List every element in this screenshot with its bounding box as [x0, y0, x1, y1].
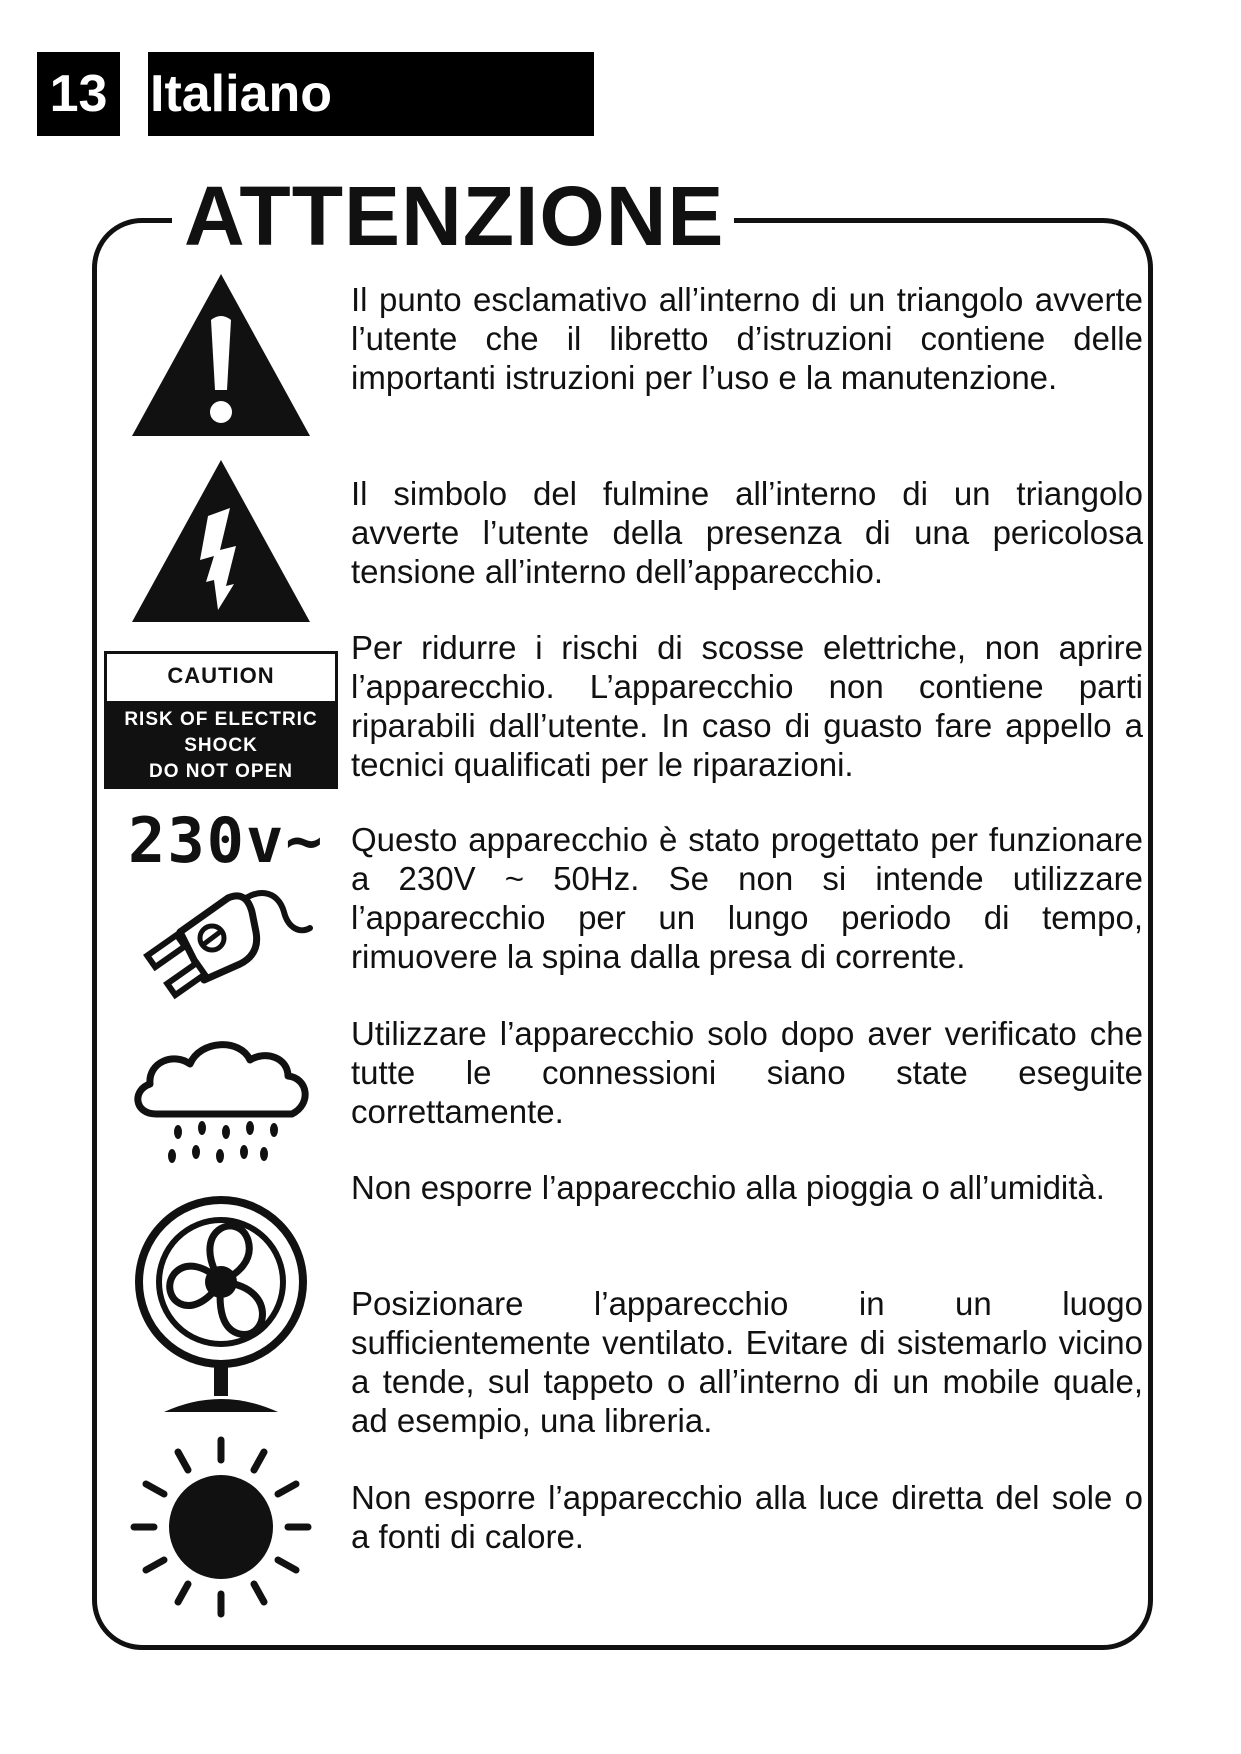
sun-icon [128, 1434, 314, 1620]
paragraph-connections: Utilizzare l’apparecchio solo dopo aver verificato che tutte le connessioni siano state eseguite correttamente. [351, 1015, 1143, 1130]
caution-line-1: RISK OF ELECTRIC [124, 709, 318, 730]
lightning-triangle-icon [130, 458, 312, 624]
page-title: ATTENZIONE [172, 170, 734, 262]
paragraph-ventilation: Posizionare l’apparecchio in un luogo sufficientemente ventilato. Evitare di sistemarlo vicino a tende, sul tappeto o all’interno di un mobile quale, ad esempio, una libreria. [351, 1285, 1143, 1439]
fan-icon [128, 1190, 314, 1420]
plug-icon [128, 872, 314, 1004]
paragraph-caution: Per ridurre i rischi di scosse elettriche, non aprire l’apparecchio. L’apparecchio non contiene parti riparabili dall’utente. In caso di guasto fare appello a tecnici qualificati per le riparazioni. [351, 629, 1143, 783]
caution-line-3: DO NOT OPEN [148, 761, 293, 782]
caution-label [104, 651, 338, 789]
voltage-label: 230v~ [128, 804, 325, 877]
paragraph-exclamation: Il punto esclamativo all’interno di un triangolo avverte l’utente che il libretto d’istruzioni contiene delle importanti istruzioni per l’uso e la manutenzione. [351, 281, 1143, 396]
caution-label-warning [107, 701, 335, 786]
language-label: Italiano [150, 65, 333, 123]
paragraph-lightning: Il simbolo del fulmine all’interno di un triangolo avverte l’utente della presenza di una pericolosa tensione all’interno dell’apparecchio. [351, 475, 1143, 590]
caution-label-title: CAUTION [167, 663, 275, 688]
paragraph-sun: Non esporre l’apparecchio alla luce diretta del sole o a fonti di calore. [351, 1479, 1143, 1555]
paragraph-rain: Non esporre l’apparecchio alla pioggia o all’umidità. [351, 1169, 1105, 1206]
rain-cloud-icon [128, 1034, 314, 1172]
paragraph-voltage: Questo apparecchio è stato progettato per funzionare a 230V ~ 50Hz. Se non si intende utilizzare l’apparecchio per un lungo periodo di tempo, rimuovere la spina dalla presa di corrente. [351, 821, 1143, 975]
exclamation-triangle-icon [130, 272, 312, 438]
page-number: 13 [37, 52, 120, 136]
caution-line-2: SHOCK [184, 735, 258, 756]
language-header [148, 52, 594, 136]
